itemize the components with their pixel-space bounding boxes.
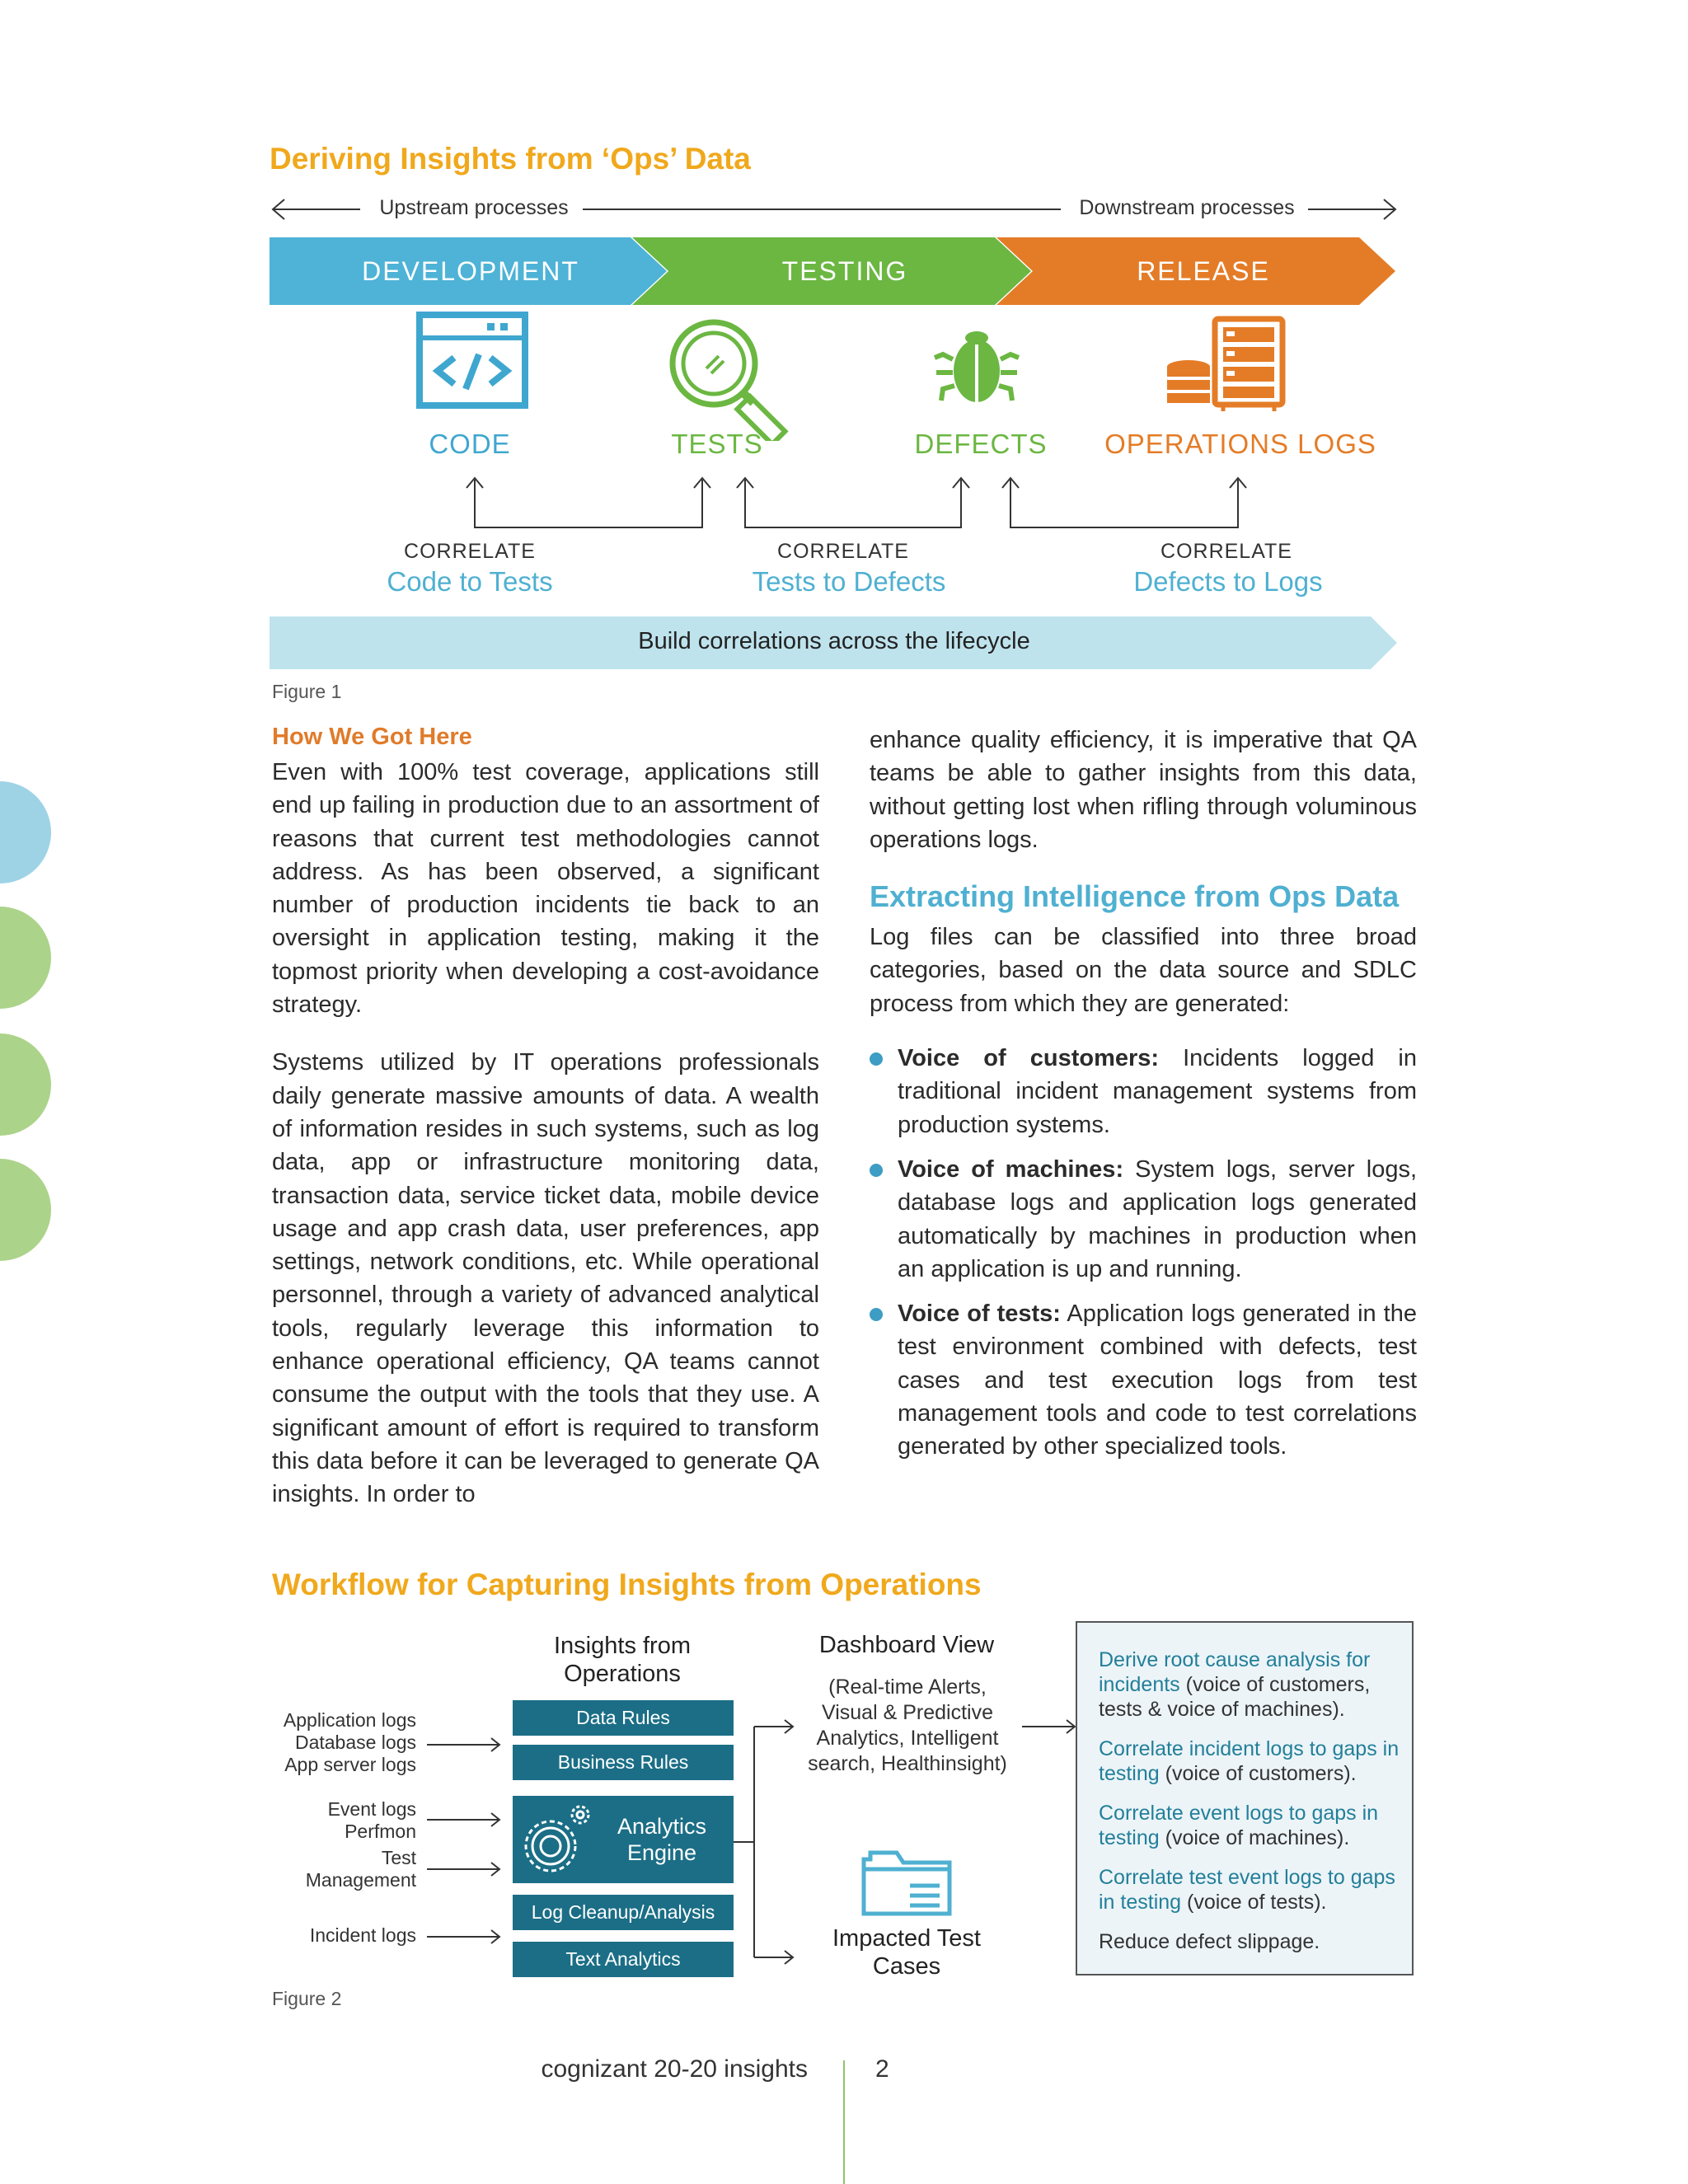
figure2-caption: Figure 2 [272,1988,342,2009]
outcome-3-highlight: Correlate event logs to gaps in testing [1099,1802,1379,1849]
right-paragraph-1: enhance quality efficiency, it is imperative that QA teams be able to gather insights from this data, without getting lost when rifling through voluminous operations logs. [870,727,1417,853]
log-categories-list [870,1042,1417,1464]
how-we-got-here-heading: How We Got Here [272,724,472,750]
input-event-logs: Event logs [327,1798,416,1820]
code-window-icon [416,312,528,409]
outcome-event-logs [1099,1801,1404,1850]
correlate-code-to-tests: Code to Tests [387,566,553,597]
stage-release-label: RELEASE [1137,256,1270,286]
side-circle-blue [0,781,51,883]
input-incident-logs: Incident logs [309,1924,416,1946]
input-perfmon: Perfmon [345,1821,416,1842]
outcome-1-highlight: Derive root cause analysis for incidents [1099,1648,1371,1696]
page-number: 2 [875,2055,889,2083]
bullet-2-text: System logs, server logs, database logs and application logs generated automatically by machines in production when an application is up and running. [898,1155,1418,1282]
side-circle-green-1 [0,907,51,1009]
input-management: Management [305,1869,416,1891]
bullet-1-bold: Voice of customers: [898,1045,1160,1072]
input-group-app-logs [247,1709,416,1776]
correlate-tests-to-defects: Tests to Defects [752,566,946,597]
test-case-folder-icon [860,1849,953,1917]
figure1-title: Deriving Insights from ‘Ops’ Data [270,142,751,176]
left-column [272,724,819,1511]
input-group-incident [247,1924,416,1947]
bullet-voice-of-machines [870,1153,1417,1286]
side-circle-green-2 [0,1033,51,1136]
side-circle-green-3 [0,1159,51,1261]
left-paragraph-2: Systems utilized by IT operations professionals daily generate massive amounts of data. A wealth of information resides in such systems, such as log data, app or infrastructure monitoring data, transaction data, service ticket data, mobile device usage and app crash data, user preferences, app settings, network conditions, etc. While operational personnel, through a variety of advanced analytical tools, regularly leverage this information to enhance operational efficiency, QA teams cannot consume the output with the tools that they use. A significant amount of effort is required to transform this data before it can be leveraged to generate QA insights. In order to [272,1049,819,1508]
input-test: Test [381,1847,416,1868]
gears-icon [518,1800,597,1879]
text-analytics-box: Text Analytics [513,1942,734,1977]
input-application-logs: Application logs [283,1709,416,1731]
downstream-label: Downstream processes [1079,196,1295,219]
stage-testing-label: TESTING [781,256,908,286]
correlate-label-2: CORRELATE [777,540,909,563]
bullet-voice-of-tests [870,1297,1417,1463]
outcome-5-rest: Reduce defect slippage. [1099,1930,1320,1953]
correlation-brackets [462,475,1253,529]
input-app-server-logs: App server logs [284,1754,416,1775]
extracting-intelligence-heading: Extracting Intelligence from Ops Data [870,879,1400,914]
dashboard-view-details: (Real-time Alerts, Visual & Predictive Analytics, Intelligent search, Healthinsight) [808,1675,1007,1775]
right-paragraph-2: Log files can be classified into three broad categories, based on the data source and SDLC process from which they are generated: [870,924,1417,1017]
input-database-logs: Database logs [294,1732,416,1753]
outcome-incident-logs [1099,1736,1404,1786]
icon-label-operations-logs: OPERATIONS LOGS [1104,429,1376,459]
footer-brand: cognizant 20-20 insights [541,2055,808,2083]
outcome-4-highlight: Correlate test event logs to gaps in testing [1099,1866,1395,1914]
business-rules-box: Business Rules [513,1745,734,1780]
insights-from-operations-header: Insights from Operations [554,1633,691,1687]
stage-development-label: DEVELOPMENT [362,256,579,286]
bullet-voice-of-customers [870,1042,1417,1141]
impacted-test-cases-label: Impacted Test Cases [832,1925,981,1980]
right-column [870,724,1417,1475]
icon-label-code: CODE [429,429,511,459]
magnifier-icon [668,317,799,441]
bullet-3-bold: Voice of tests: [898,1301,1061,1328]
left-paragraph-1: Even with 100% test coverage, applications still end up failing in production due to an assortment of reasons that current test methodologies cannot address. As has been observed, a significant number of production incidents tie back to an oversight in application testing, making it the topmost priority when developing a cost-avoidance strategy. [272,759,819,1019]
outcomes-box [1076,1621,1414,1975]
outcome-test-event-logs [1099,1865,1404,1915]
icon-label-tests: TESTS [671,429,763,459]
outcome-2-highlight: Correlate incident logs to gaps in testing [1099,1737,1400,1785]
server-database-icon [1164,316,1287,411]
bullet-1-text: Incidents logged in traditional incident management systems from production systems. [898,1045,1417,1138]
outcome-3-rest: (voice of machines). [1159,1826,1350,1849]
correlate-defects-to-logs: Defects to Logs [1133,566,1323,597]
correlate-label-3: CORRELATE [1160,540,1292,563]
outcome-defect-slippage [1099,1929,1404,1954]
bug-icon [931,330,1022,405]
log-cleanup-box: Log Cleanup/Analysis [513,1895,734,1930]
analytics-engine-box [513,1796,734,1883]
icon-label-defects: DEFECTS [914,429,1048,459]
footer-divider [843,2060,845,2184]
input-group-event-logs [247,1798,416,1843]
correlate-label-1: CORRELATE [404,540,536,563]
dashboard-view-header: Dashboard View [818,1632,995,1658]
outcome-2-rest: (voice of customers). [1159,1762,1357,1785]
figure2-title: Workflow for Capturing Insights from Operations [272,1568,982,1601]
lifecycle-bar-label: Build correlations across the lifecycle [638,628,1030,654]
outcome-4-rest: (voice of tests). [1181,1891,1327,1914]
analytics-engine-label: Analytics Engine [617,1814,707,1865]
data-rules-box: Data Rules [513,1700,734,1736]
bullet-2-bold: Voice of machines: [898,1155,1124,1183]
bullet-3-text: Application logs generated in the test environment combined with defects, test cases and test execution logs from test management tools and code to test correlations generated by other specialized tools. [898,1301,1417,1460]
outcome-1-rest: (voice of customers, tests & voice of machines). [1099,1673,1371,1721]
figure1-caption: Figure 1 [272,681,342,702]
outcome-root-cause [1099,1647,1404,1722]
input-group-test-mgmt [247,1847,416,1891]
upstream-label: Upstream processes [379,196,569,219]
